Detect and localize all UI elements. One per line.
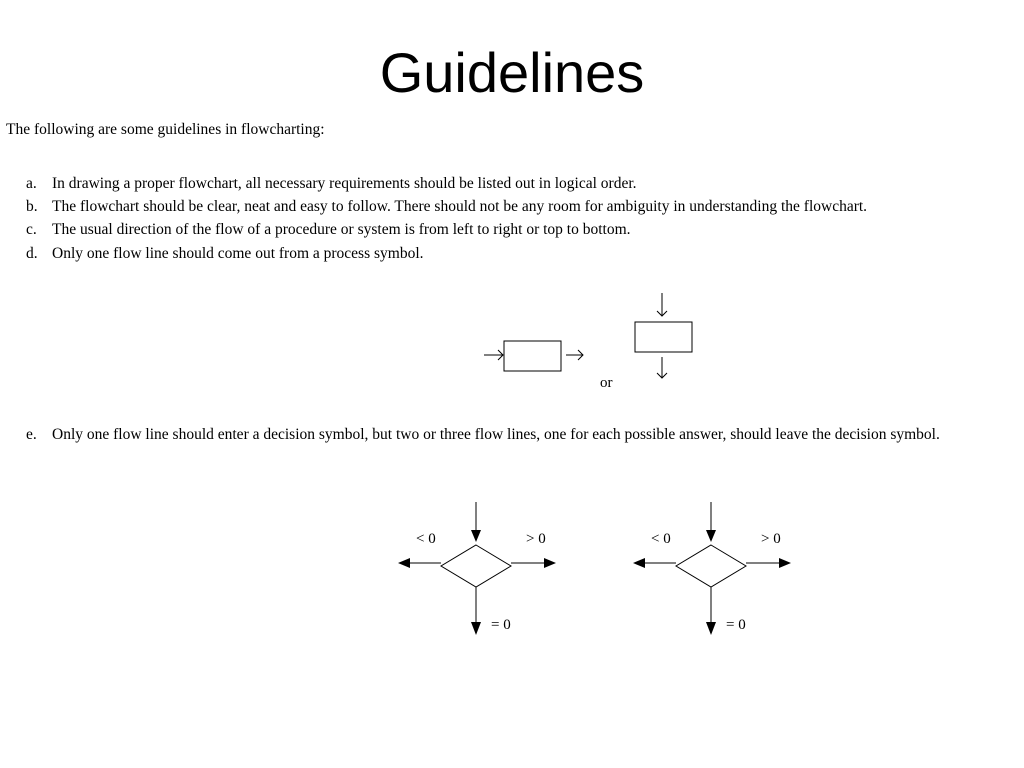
decision-right-arrowhead [544,558,556,568]
decision-symbol-figure-2 [625,498,805,643]
intro-text: The following are some guidelines in flowcharting: [6,121,325,138]
decision-diamond [441,545,511,587]
rule-letter: d. [26,245,38,262]
rule-text: Only one flow line should enter a decision symbol, but two or three flow lines, one for each possible answer, should leave the decision symbol. [52,426,940,443]
rule-e [26,425,940,445]
rule-c [26,220,631,240]
greater-than-label: > 0 [526,531,546,547]
rule-letter: b. [26,198,38,215]
decision-in-arrowhead [471,530,481,542]
greater-than-label: > 0 [761,531,781,547]
decision-down-arrowhead [706,622,716,635]
decision-down-arrowhead [471,622,481,635]
rule-text: The flowchart should be clear, neat and easy to follow. There should not be any room for ambiguity in understanding the flowchart. [52,198,868,215]
rule-letter: a. [26,175,37,192]
process-symbol-figure [470,285,710,395]
horizontal-process [484,341,583,371]
rule-text: In drawing a proper flowchart, all necessary requirements should be listed out in logical order. [52,175,637,192]
or-label: or [600,375,613,391]
vertical-process [635,293,692,378]
less-than-label: < 0 [651,531,671,547]
rule-d [26,244,424,264]
equals-label: = 0 [491,617,511,633]
rule-a [26,174,637,194]
less-than-label: < 0 [416,531,436,547]
rule-letter: c. [26,221,37,238]
rule-text: Only one flow line should come out from a process symbol. [52,245,424,262]
process-box-vertical [635,322,692,352]
decision-left-arrowhead [398,558,410,568]
decision-left-arrowhead [633,558,645,568]
decision-right-arrowhead [779,558,791,568]
slide-title: Guidelines [379,41,645,104]
decision-symbol-figure-1 [390,498,570,643]
equals-label: = 0 [726,617,746,633]
rule-b [26,197,867,217]
decision-in-arrowhead [706,530,716,542]
rule-text: The usual direction of the flow of a procedure or system is from left to right or top to bottom. [52,221,631,238]
rule-letter: e. [26,426,37,443]
decision-diamond [676,545,746,587]
process-box-horizontal [504,341,561,371]
